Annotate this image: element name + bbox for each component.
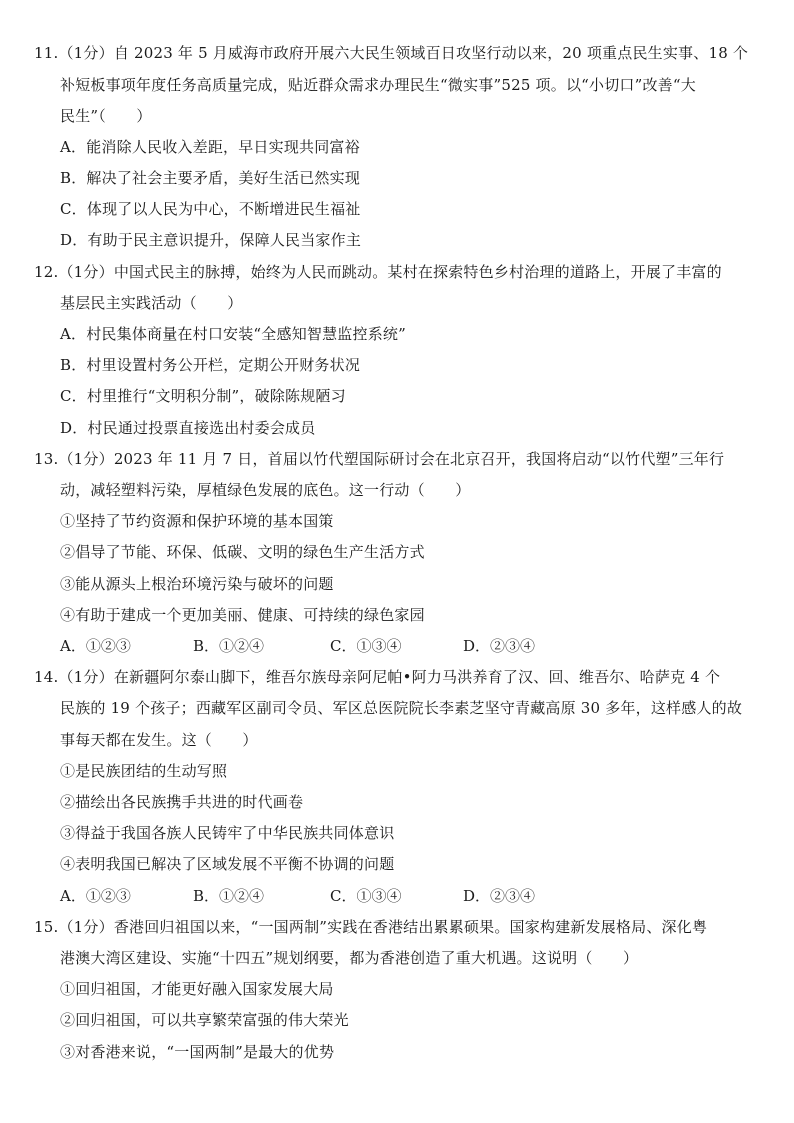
question-stem-line [34, 917, 707, 937]
question-text: （1分）自 2023 年 5 月威海市政府开展六大民生领域百日攻坚行动以来，20 项重点民生实事、18 个 [58, 44, 749, 62]
option-d: D．村民通过投票直接选出村委会成员 [60, 419, 316, 437]
statement-2: ②描绘出各民族携手共进的时代画卷 [60, 793, 304, 811]
question-text: （1分）2023 年 11 月 7 日，首届以竹代塑国际研讨会在北京召开，我国将启动“以竹代塑”三年行 [58, 450, 725, 468]
option-b: B．村里设置村务公开栏，定期公开财务状况 [60, 356, 361, 374]
question-stem-line: 港澳大湾区建设、实施“十四五”规划纲要，都为香港创造了重大机遇。这说明（ ） [60, 949, 639, 967]
choice-b: B．①②④ [193, 637, 265, 655]
option-c: C．村里推行“文明积分制”，破除陈规陋习 [60, 387, 346, 405]
question-number: 13. [34, 450, 59, 468]
option-a: A．村民集体商量在村口安装“全感知智慧监控系统” [60, 325, 406, 343]
question-text: （1分）在新疆阿尔泰山脚下，维吾尔族母亲阿尼帕•阿力马洪养育了汉、回、维吾尔、哈萨克 4 个 [58, 668, 721, 686]
choice-d: D．②③④ [463, 887, 536, 905]
question-stem-line: 民族的 19 个孩子；西藏军区副司令员、军区总医院院长李素芝坚守青藏高原 30 多年，这样感人的故 [60, 699, 743, 717]
question-number: 12. [34, 263, 59, 281]
statement-3: ③得益于我国各族人民铸牢了中华民族共同体意识 [60, 824, 395, 842]
statement-4: ④有助于建成一个更加美丽、健康、可持续的绿色家园 [60, 606, 425, 624]
statement-1: ①回归祖国，才能更好融入国家发展大局 [60, 980, 334, 998]
statement-2: ②倡导了节能、环保、低碳、文明的绿色生产生活方式 [60, 543, 425, 561]
option-a: A．能消除人民收入差距，早日实现共同富裕 [60, 138, 360, 156]
question-stem-line [34, 667, 720, 687]
option-c: C．体现了以人民为中心，不断增进民生福祉 [60, 200, 361, 218]
statement-4: ④表明我国已解决了区域发展不平衡不协调的问题 [60, 855, 395, 873]
choice-c: C．①③④ [330, 887, 402, 905]
choice-d: D．②③④ [463, 637, 536, 655]
statement-3: ③能从源头上根治环境污染与破坏的问题 [60, 575, 334, 593]
question-stem-line [34, 43, 748, 63]
question-stem-line: 补短板事项年度任务高质量完成，贴近群众需求办理民生“微实事”525 项。以“小切口”改善“大 [60, 76, 696, 94]
question-stem-line: 事每天都在发生。这（ ） [60, 731, 258, 749]
question-number: 11. [34, 44, 59, 62]
question-stem-line: 民生”（ ） [60, 107, 152, 125]
question-stem-line: 动，减轻塑料污染，厚植绿色发展的底色。这一行动（ ） [60, 481, 471, 499]
choice-b: B．①②④ [193, 887, 265, 905]
option-d: D．有助于民主意识提升，保障人民当家作主 [60, 231, 362, 249]
question-stem-line [34, 262, 722, 282]
statement-1: ①是民族团结的生动写照 [60, 762, 228, 780]
statement-1: ①坚持了节约资源和保护环境的基本国策 [60, 512, 334, 530]
statement-3: ③对香港来说，“一国两制”是最大的优势 [60, 1043, 335, 1061]
question-number: 14. [34, 668, 59, 686]
question-stem-line: 基层民主实践活动（ ） [60, 294, 243, 312]
question-stem-line [34, 449, 724, 469]
question-number: 15. [34, 918, 59, 936]
choice-a: A．①②③ [60, 887, 131, 905]
choice-a: A．①②③ [60, 637, 131, 655]
option-b: B．解决了社会主要矛盾，美好生活已然实现 [60, 169, 361, 187]
question-text: （1分）香港回归祖国以来，“一国两制”实践在香港结出累累硕果。国家构建新发展格局、深化粤 [58, 918, 708, 936]
statement-2: ②回归祖国，可以共享繁荣富强的伟大荣光 [60, 1011, 349, 1029]
question-text: （1分）中国式民主的脉搏，始终为人民而跳动。某村在探索特色乡村治理的道路上，开展了丰富的 [58, 263, 722, 281]
choice-c: C．①③④ [330, 637, 402, 655]
